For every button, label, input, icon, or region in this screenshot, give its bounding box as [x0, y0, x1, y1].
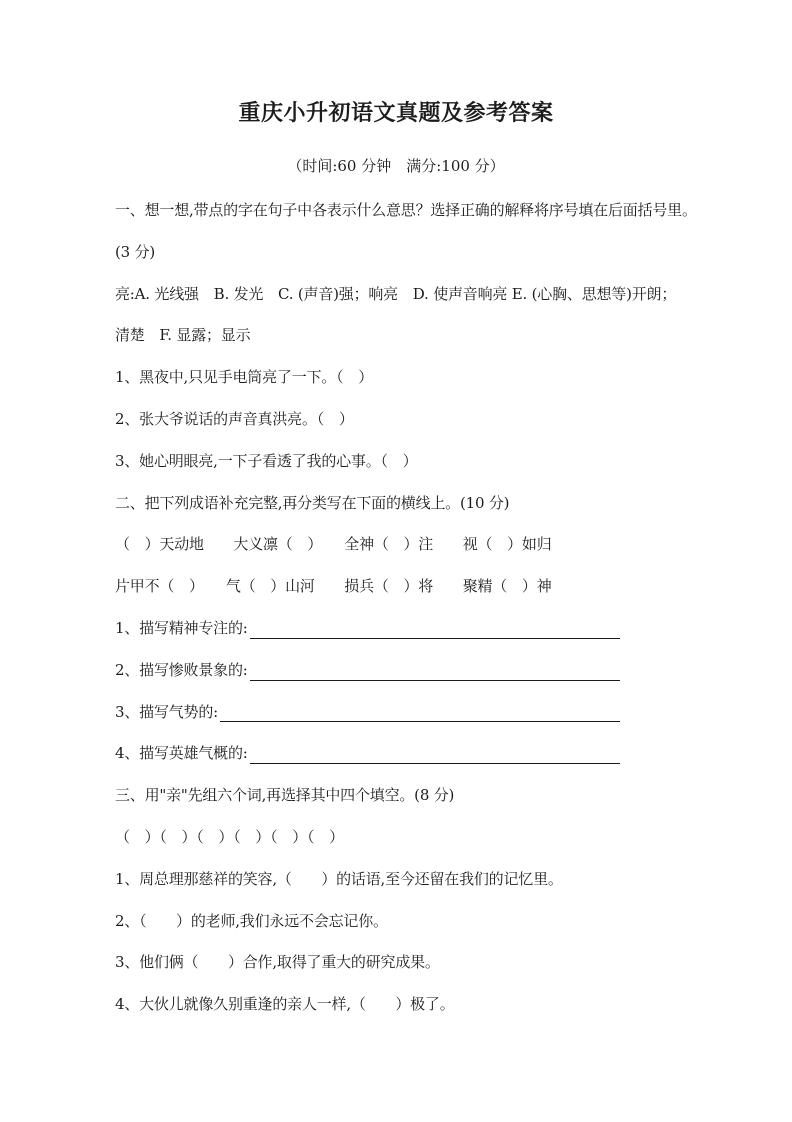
- answer-blank-line: [250, 650, 620, 681]
- fill-label-2: 2、描写惨败景象的:: [115, 660, 248, 679]
- section2-fill-row-3: [115, 692, 620, 734]
- answer-blank-line: [220, 692, 620, 723]
- answer-blank-line: [250, 608, 620, 639]
- exam-time-score-meta: （时间:60 分钟 满分:100 分）: [287, 157, 505, 175]
- answer-blank-line: [250, 733, 620, 764]
- section3-question-2: 2、（ ）的老师,我们永远不会忘记你。: [115, 911, 388, 930]
- exam-body: [115, 190, 697, 1026]
- section1-question-3: 3、她心明眼亮,一下子看透了我的心事。（ ）: [115, 451, 418, 470]
- fill-label-4: 4、描写英雄气概的:: [115, 744, 248, 763]
- section2-fill-row-2: [115, 650, 620, 692]
- section2-idioms-row1: （ ）天动地 大义凛（ ） 全神（ ）注 视（ ）如归: [115, 535, 552, 554]
- section1-definitions-line2: 清楚 F. 显露；显示: [115, 326, 251, 345]
- section3-question-1: 1、周总理那慈祥的笑容,（ ）的话语,至今还留在我们的记忆里。: [115, 869, 563, 888]
- section1-heading: 一、想一想,带点的字在句子中各表示什么意思？选择正确的解释将序号填在后面括号里。: [115, 201, 697, 219]
- section2-idioms-row2: 片甲不（ ） 气（ ）山河 损兵（ ）将 聚精（ ）神: [115, 577, 552, 596]
- section1-definitions-line1: 亮:A. 光线强 B. 发光 C. (声音)强；响亮 D. 使声音响亮 E. (心胸、思想等)开朗；: [115, 284, 677, 303]
- section3-word-blanks: （ ）（ ）（ ）（ ）（ ）（ ）: [115, 827, 344, 846]
- fill-label-1: 1、描写精神专注的:: [115, 618, 248, 637]
- section1-question-1: 1、黑夜中,只见手电筒亮了一下。（ ）: [115, 368, 374, 387]
- section3-question-3: 3、他们俩（ ）合作,取得了重大的研究成果。: [115, 953, 440, 972]
- section2-fill-row-4: [115, 733, 620, 775]
- section1-question-2: 2、张大爷说话的声音真洪亮。（ ）: [115, 409, 354, 428]
- section3-heading: 三、用"亲"先组六个词,再选择其中四个填空。(8 分): [115, 786, 455, 805]
- section1-points: (3 分): [115, 242, 156, 261]
- fill-label-3: 3、描写气势的:: [115, 702, 218, 721]
- section2-heading: 二、把下列成语补充完整,再分类写在下面的横线上。(10 分): [115, 493, 510, 512]
- section2-fill-row-1: [115, 608, 620, 650]
- section3-question-4: 4、大伙儿就像久别重逢的亲人一样,（ ）极了。: [115, 995, 455, 1014]
- document-title: 重庆小升初语文真题及参考答案: [238, 100, 554, 126]
